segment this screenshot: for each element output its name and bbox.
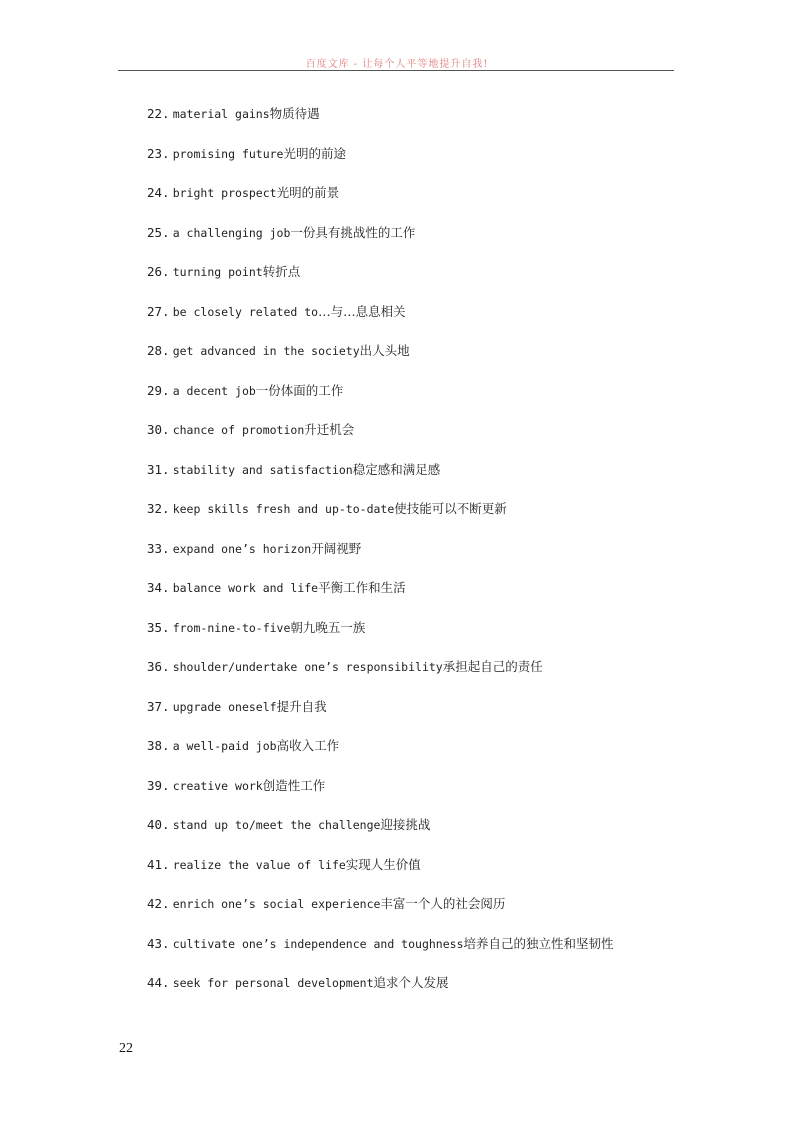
english-phrase: material gains [172,107,270,121]
item-number: 25. [147,224,170,240]
list-item [147,381,707,421]
header-divider [118,70,674,71]
chinese-translation: 创造性工作 [262,777,326,793]
list-item [147,499,707,539]
phrase-list [147,104,707,1013]
list-item [147,697,707,737]
english-phrase: shoulder/undertake one’s responsibility [172,660,443,674]
list-item [147,460,707,500]
english-phrase: cultivate one’s independence and toughness [172,936,464,951]
item-number: 44. [147,975,170,990]
item-number: 30. [147,422,170,437]
chinese-translation: 一份体面的工作 [255,382,344,398]
english-phrase: get advanced in the society [172,344,360,358]
english-phrase: be closely related to [172,304,319,319]
english-phrase: bright prospect [172,186,277,200]
list-item [147,223,707,263]
item-number: 42. [147,896,170,911]
english-phrase: chance of promotion [172,423,305,437]
list-item [147,618,707,658]
chinese-translation: 物质待遇 [269,106,320,121]
english-phrase: stability and satisfaction [172,462,353,477]
chinese-translation: 朝九晚五一族 [290,619,366,635]
list-item [147,262,707,302]
chinese-translation: 培养自己的独立性和坚韧性 [463,935,614,951]
english-phrase: creative work [172,778,263,793]
item-number: 38. [147,738,170,753]
english-phrase: stand up to/meet the challenge [172,818,381,832]
english-phrase: keep skills fresh and up-to-date [172,502,395,516]
english-phrase: realize the value of life [172,857,346,872]
english-phrase: turning point [172,265,263,279]
chinese-translation: 使技能可以不断更新 [394,501,507,516]
chinese-translation: 出人头地 [359,343,410,358]
list-item [147,578,707,618]
item-number: 27. [147,303,170,319]
chinese-translation: 提升自我 [276,698,327,714]
item-number: 24. [147,185,170,200]
chinese-translation: 高收入工作 [276,738,340,753]
chinese-translation: 开阔视野 [311,540,362,556]
chinese-translation: 稳定感和满足感 [352,461,441,477]
english-phrase: a well-paid job [172,739,277,753]
item-number: 40. [147,817,170,832]
item-number: 33. [147,540,170,556]
item-number: 23. [147,145,170,161]
list-item [147,104,707,144]
english-phrase: a challenging job [172,225,291,240]
english-phrase: upgrade oneself [172,699,277,714]
chinese-translation: 转折点 [262,264,301,279]
item-number: 36. [147,659,170,674]
english-phrase: enrich one’s social experience [172,897,381,911]
item-number: 41. [147,856,170,872]
item-number: 31. [147,461,170,477]
list-item [147,736,707,776]
chinese-translation: 丰富一个人的社会阅历 [380,896,506,911]
list-item [147,815,707,855]
chinese-translation: 光明的前途 [283,145,346,161]
chinese-translation: 升迁机会 [304,422,355,437]
page-header: 百度文库 - 让每个人平等地提升自我! [305,59,489,70]
item-number: 37. [147,698,170,714]
page-number: 22 [119,1041,133,1056]
chinese-translation: 平衡工作和生活 [318,580,406,595]
chinese-translation: 承担起自己的责任 [442,659,543,674]
list-item [147,657,707,697]
item-number: 29. [147,382,170,398]
item-number: 34. [147,580,170,595]
english-phrase: seek for personal development [172,976,374,990]
item-number: 26. [147,264,170,279]
list-item [147,855,707,895]
item-number: 32. [147,501,170,516]
english-phrase: expand one’s horizon [172,541,312,556]
chinese-translation: 迎接挑战 [380,817,431,832]
list-item [147,420,707,460]
list-item [147,144,707,184]
english-phrase: a decent job [172,383,256,398]
item-number: 22. [147,106,170,121]
list-item [147,302,707,342]
list-item [147,539,707,579]
list-item [147,183,707,223]
list-item [147,776,707,816]
chinese-translation: …与…息息相关 [318,303,406,319]
chinese-translation: 实现人生价值 [345,856,421,872]
list-item [147,894,707,934]
chinese-translation: 追求个人发展 [373,975,449,990]
list-item [147,341,707,381]
item-number: 28. [147,343,170,358]
item-number: 35. [147,619,170,635]
english-phrase: from-nine-to-five [172,620,291,635]
list-item [147,973,707,1013]
item-number: 39. [147,777,170,793]
chinese-translation: 光明的前景 [276,185,340,200]
english-phrase: promising future [172,146,284,161]
item-number: 43. [147,935,170,951]
english-phrase: balance work and life [172,581,319,595]
chinese-translation: 一份具有挑战性的工作 [290,224,416,240]
list-item [147,934,707,974]
